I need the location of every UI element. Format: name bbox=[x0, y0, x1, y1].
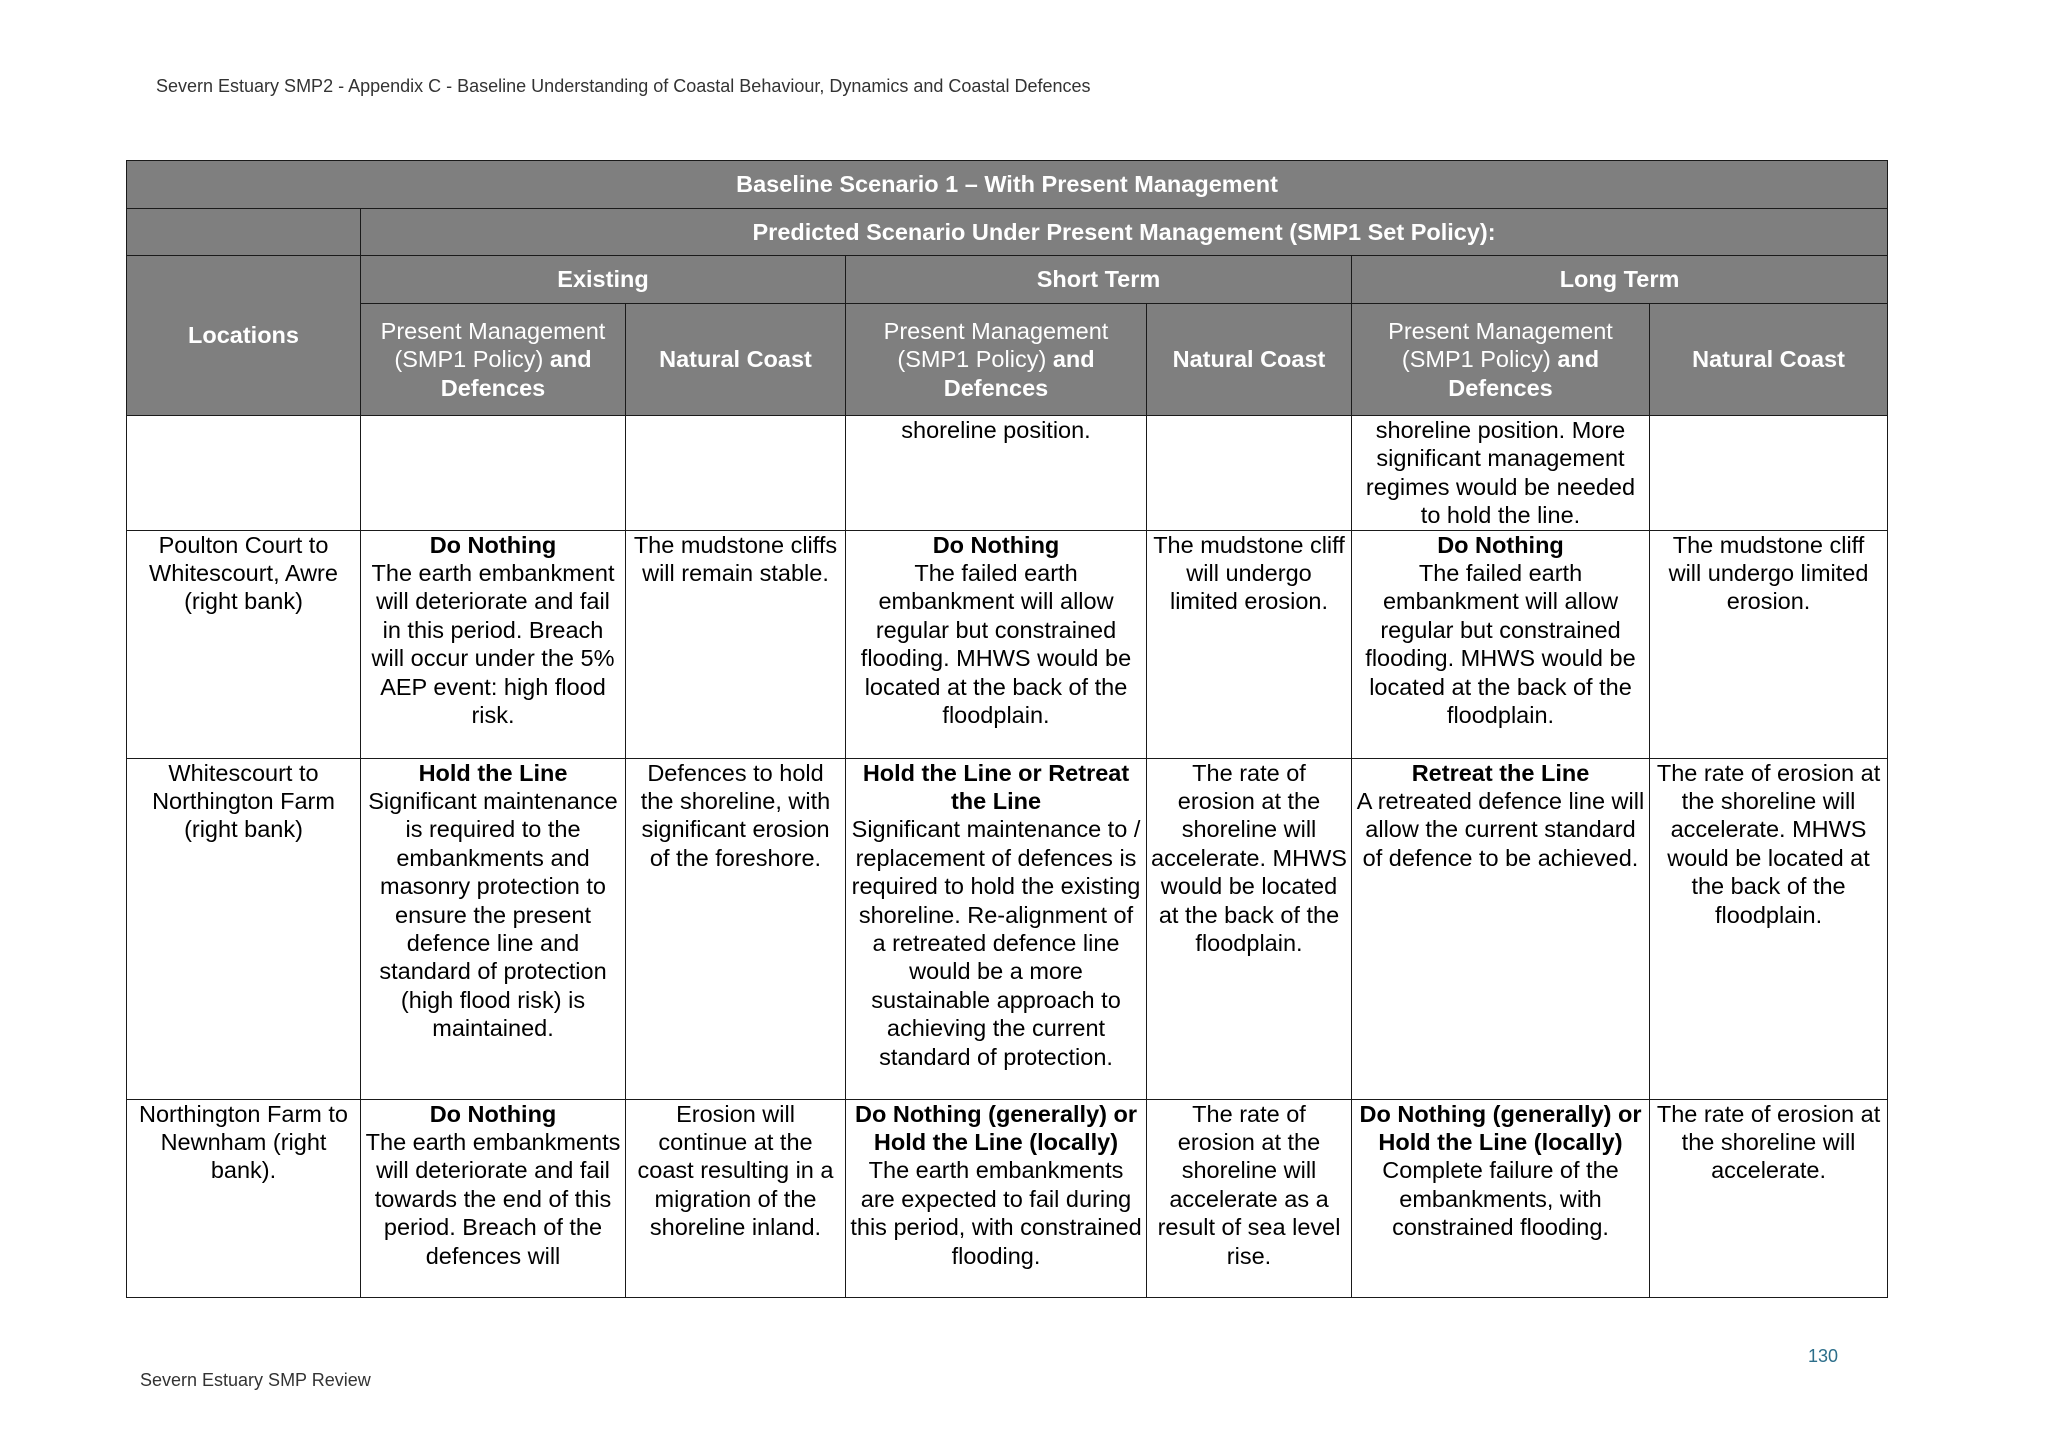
period-header-long-term: Long Term bbox=[1352, 256, 1888, 304]
short-natural-cell: The rate of erosion at the shoreline will accelerate as a result of sea level rise. bbox=[1147, 1099, 1352, 1297]
short-natural-cell: The mudstone cliff will undergo limited erosion. bbox=[1147, 530, 1352, 758]
policy-text: shoreline position. More significant management regimes would be needed to hold the line. bbox=[1365, 417, 1636, 529]
policy-label: Hold the Line bbox=[418, 759, 568, 786]
period-header-short-term: Short Term bbox=[846, 256, 1352, 304]
existing-pm-cell bbox=[361, 1099, 626, 1297]
policy-text: The earth embankment will deteriorate and fail in this period. Breach will occur under the 5% AEP event: high flood risk. bbox=[371, 560, 615, 729]
natural-header-long-term: Natural Coast bbox=[1650, 304, 1888, 416]
table-row bbox=[127, 758, 1888, 1099]
pm-header-label: Present Management (SMP1 Policy) bbox=[380, 317, 606, 373]
pm-header-existing bbox=[361, 304, 626, 416]
long-natural-cell: The rate of erosion at the shoreline will accelerate. MHWS would be located at the back of the floodplain. bbox=[1650, 758, 1888, 1099]
location-cell: Northington Farm to Newnham (right bank). bbox=[127, 1099, 361, 1297]
long-natural-cell bbox=[1650, 416, 1888, 531]
policy-text: Significant maintenance to / replacement of defences is required to hold the existing shoreline. Re-alignment of a retreated defence line would be a more sustainable approach to achieving the current standard of protection. bbox=[851, 816, 1141, 1070]
policy-text: The failed earth embankment will allow regular but constrained flooding. MHWS would be located at the back of the floodplain. bbox=[860, 560, 1132, 729]
pm-header-label: Present Management (SMP1 Policy) bbox=[1388, 317, 1613, 373]
policy-label: Do Nothing (generally) or Hold the Line (locally) bbox=[855, 1100, 1137, 1156]
long-pm-cell bbox=[1352, 1099, 1650, 1297]
long-pm-cell bbox=[1352, 530, 1650, 758]
document-footer: Severn Estuary SMP Review bbox=[140, 1370, 371, 1390]
policy-label: Retreat the Line bbox=[1411, 759, 1590, 786]
policy-label: Do Nothing bbox=[1437, 531, 1564, 558]
location-cell: Poulton Court to Whitescourt, Awre (right bank) bbox=[127, 530, 361, 758]
document-header: Severn Estuary SMP2 - Appendix C - Baseline Understanding of Coastal Behaviour, Dynamics and Coastal Defences bbox=[156, 76, 1091, 96]
pm-header-bold: and Defences bbox=[440, 346, 592, 401]
table-row bbox=[127, 1099, 1888, 1297]
policy-text: shoreline position. bbox=[901, 417, 1091, 443]
short-pm-cell bbox=[846, 758, 1147, 1099]
policy-label: Do Nothing bbox=[429, 1100, 557, 1127]
table-row bbox=[127, 530, 1888, 758]
short-natural-cell: The rate of erosion at the shoreline will accelerate. MHWS would be located at the back of the floodplain. bbox=[1147, 758, 1352, 1099]
policy-text: The failed earth embankment will allow regular but constrained flooding. MHWS would be located at the back of the floodplain. bbox=[1365, 560, 1636, 729]
policy-text: The earth embankments are expected to fail during this period, with constrained flooding. bbox=[850, 1157, 1142, 1269]
existing-pm-cell bbox=[361, 530, 626, 758]
short-pm-cell bbox=[846, 530, 1147, 758]
existing-natural-cell bbox=[626, 416, 846, 531]
natural-header-short-term: Natural Coast bbox=[1147, 304, 1352, 416]
long-pm-cell bbox=[1352, 758, 1650, 1099]
policy-text: The earth embankments will deteriorate and fail towards the end of this period. Breach of the defences will bbox=[365, 1129, 621, 1269]
page-number: 130 bbox=[1808, 1346, 1839, 1366]
short-pm-cell bbox=[846, 1099, 1147, 1297]
policy-label: Do Nothing bbox=[429, 531, 557, 558]
header-spacer bbox=[127, 209, 361, 256]
existing-natural-cell: Defences to hold the shoreline, with significant erosion of the foreshore. bbox=[626, 758, 846, 1099]
policy-label: Do Nothing (generally) or Hold the Line (locally) bbox=[1359, 1100, 1642, 1156]
table-row bbox=[127, 416, 1888, 531]
policy-text: Significant maintenance is required to the embankments and masonry protection to ensure the present defence line and standard of protection (high flood risk) is maintained. bbox=[368, 788, 618, 1042]
location-cell bbox=[127, 416, 361, 531]
existing-pm-cell bbox=[361, 758, 626, 1099]
policy-text: Complete failure of the embankments, with constrained flooding. bbox=[1382, 1157, 1619, 1241]
table-title: Baseline Scenario 1 – With Present Management bbox=[127, 161, 1888, 209]
policy-label: Do Nothing bbox=[932, 531, 1060, 558]
locations-header: Locations bbox=[127, 256, 361, 416]
baseline-scenario-table bbox=[126, 160, 1888, 1298]
short-natural-cell bbox=[1147, 416, 1352, 531]
policy-label: Hold the Line or Retreat the Line bbox=[862, 759, 1130, 815]
short-pm-cell bbox=[846, 416, 1147, 531]
policy-text: A retreated defence line will allow the current standard of defence to be achieved. bbox=[1356, 788, 1645, 871]
existing-natural-cell: Erosion will continue at the coast resulting in a migration of the shoreline inland. bbox=[626, 1099, 846, 1297]
pm-header-short-term bbox=[846, 304, 1147, 416]
table-subtitle: Predicted Scenario Under Present Management (SMP1 Set Policy): bbox=[361, 209, 1888, 256]
long-natural-cell: The rate of erosion at the shoreline will accelerate. bbox=[1650, 1099, 1888, 1297]
existing-pm-cell bbox=[361, 416, 626, 531]
pm-header-long-term bbox=[1352, 304, 1650, 416]
natural-header-existing: Natural Coast bbox=[626, 304, 846, 416]
period-header-existing: Existing bbox=[361, 256, 846, 304]
long-natural-cell: The mudstone cliff will undergo limited erosion. bbox=[1650, 530, 1888, 758]
location-cell: Whitescourt to Northington Farm (right bank) bbox=[127, 758, 361, 1099]
pm-header-label: Present Management (SMP1 Policy) bbox=[883, 317, 1109, 373]
existing-natural-cell: The mudstone cliffs will remain stable. bbox=[626, 530, 846, 758]
pm-header-bold: and Defences bbox=[943, 346, 1095, 401]
long-pm-cell bbox=[1352, 416, 1650, 531]
pm-header-bold: and Defences bbox=[1448, 346, 1600, 401]
